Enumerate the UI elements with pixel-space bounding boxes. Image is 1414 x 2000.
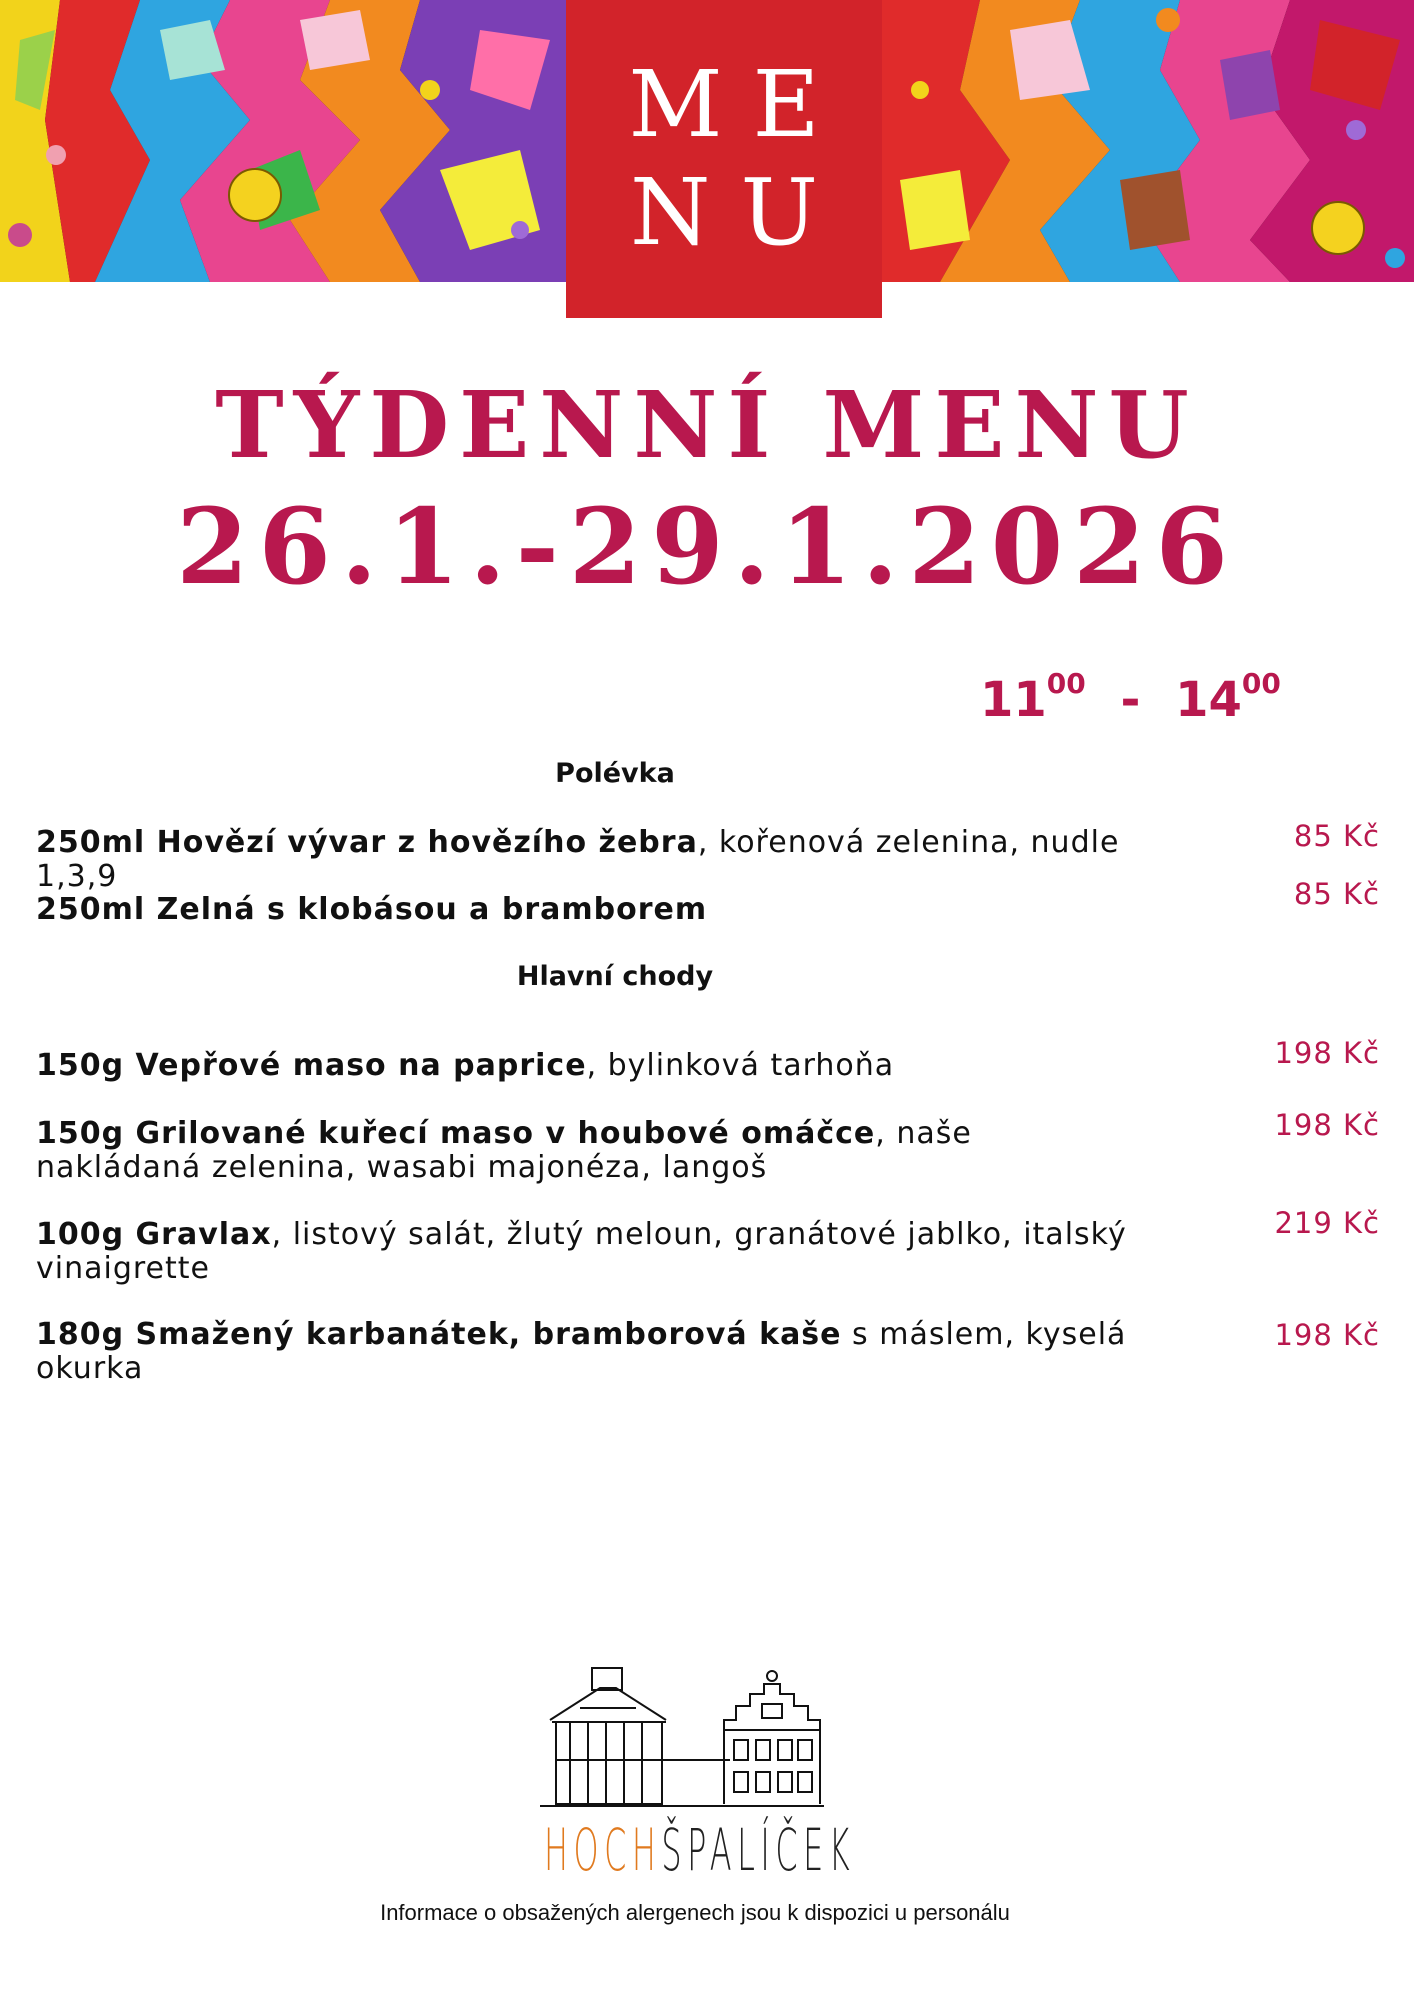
menu-item-name: 250ml Hovězí vývar z hovězího žebra [36,825,698,860]
menu-item-price: 219 Kč [1274,1206,1380,1240]
menu-item-price: 85 Kč [1293,819,1380,853]
menu-item-name: 100g Gravlax [36,1217,272,1252]
restaurant-logo-text [544,1815,855,1885]
allergen-note: Informace o obsažených alergenech jsou k dispozici u personálu [380,1900,1010,1925]
menu-item-name: 150g Vepřové maso na paprice [36,1048,587,1083]
end-hour: 14 [1175,672,1242,728]
menu-label-line-1: ME [628,51,850,158]
menu-item-description: , listový salát, žlutý meloun, granátové jablko, italský vinaigrette [36,1217,1127,1286]
menu-item-name: 180g Smažený karbanátek, bramborová kaše [36,1317,842,1352]
serving-hours [980,660,1281,730]
buildings-logo-icon [540,1660,840,1810]
menu-item-description: , bylinková tarhoňa [586,1048,895,1083]
restaurant-logo [540,1660,840,1814]
menu-label-line-2: NU [629,159,849,266]
menu-item-price: 198 Kč [1274,1036,1380,1070]
menu-item [36,1117,1146,1185]
start-minutes: 00 [1046,667,1086,700]
menu-item [36,1318,1186,1386]
menu-item-description: , naše nakládaná zelenina, wasabi majonéza, langoš [36,1116,972,1185]
menu-label-box [566,0,882,318]
menu-item [36,1218,1146,1286]
end-minutes: 00 [1241,667,1281,700]
section-title-main-courses: Hlavní chody [516,961,714,992]
menu-item-description: , kořenová zelenina, nudle 1,3,9 [36,825,1120,894]
menu-item [36,826,1186,894]
start-hour: 11 [980,672,1047,728]
menu-item-name: 150g Grilované kuřecí maso v houbové omáčce [36,1116,876,1151]
menu-item [36,893,1186,927]
menu-item-description: s máslem, kyselá okurka [36,1317,1127,1386]
date-range: 26.1.-29.1.2026 [176,485,1238,608]
menu-item-price: 85 Kč [1293,877,1380,911]
menu-item [36,1049,1186,1083]
menu-item-price: 198 Kč [1274,1318,1380,1352]
logo-text-part-1: HOCH [544,1816,662,1884]
logo-text-part-2: ŠPALÍČEK [661,1816,856,1884]
hours-separator: - [1120,672,1141,728]
page-title: TÝDENNÍ MENU [215,371,1199,479]
section-title-soup: Polévka [555,758,675,789]
menu-item-name: 250ml Zelná s klobásou a bramborem [36,892,708,927]
menu-item-price: 198 Kč [1274,1108,1380,1142]
